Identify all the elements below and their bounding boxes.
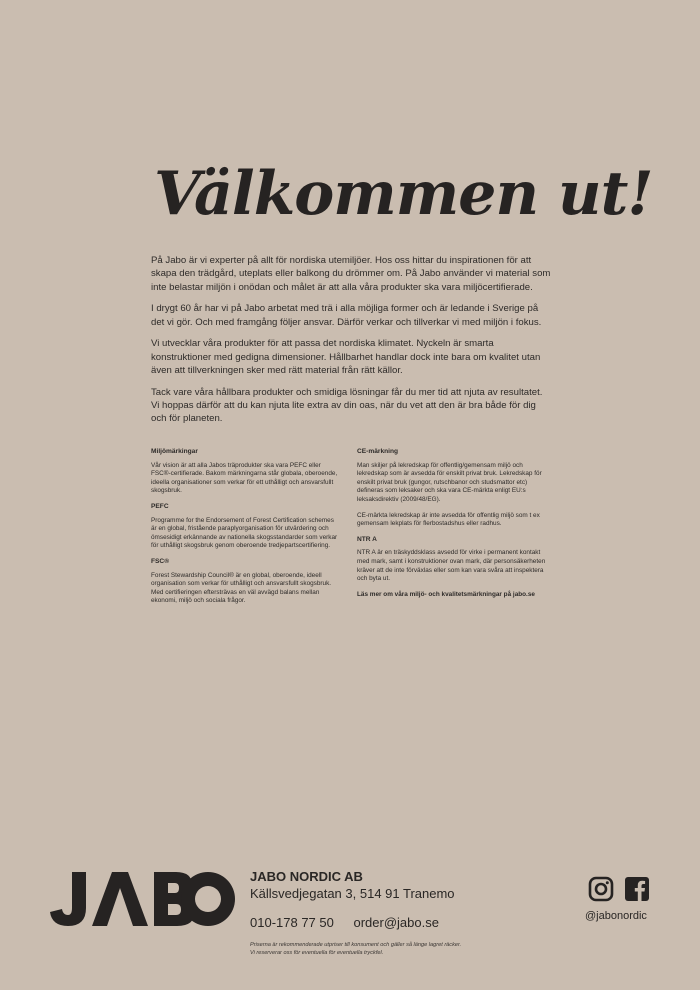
intro-paragraph: På Jabo är vi experter på allt för nordiska utemiljöer. Hos oss hittar du inspirationen för att skapa den trädgård, uteplats eller balkong du drömmer om. På Jabo använder vi material som inte belastar miljön i onödan och målet är att alla våra produkter ska vara miljöcertifierade. [151,255,551,293]
intro-text [151,254,551,434]
instagram-icon[interactable] [588,876,614,902]
paragraph-pefc: Programme for the Endorsement of Forest Certification schemes är en global, fristående paraplyorganisation för utvärdering och ömsesidigt erkännande av nationella skogsstandarder som verkar för uthålligt skogsbruk genom oberoende tredjepartscertifiering. [151,516,338,550]
phone-number[interactable]: 010-178 77 50 [250,915,334,930]
jabo-logo-mark [50,872,235,926]
heading-fsc: FSC® [151,557,170,565]
headline-text: Välkommen ut! [154,159,653,229]
heading-miljomarkningar: Miljömärkingar [151,448,198,455]
paragraph-fsc: Forest Stewardship Council® är en global, oberoende, ideell organisation som verkar för uthålligt och ansvarsfullt skogsbruk. Med certifieringen eftersträvas en väl avvägd balans mellan ekonomi, miljö och sociala frågor. [151,571,332,605]
email-address[interactable]: order@jabo.se [353,915,439,930]
company-info [250,869,510,957]
heading-ntr: NTR A [357,535,377,543]
facebook-icon[interactable] [624,876,650,902]
heading-pefc: PEFC [151,502,169,510]
social-handle[interactable]: @jabonordic [585,910,647,922]
left-column [151,448,341,613]
company-address: Källsvedjegatan 3, 514 91 Tranemo [250,886,455,901]
paragraph-vision: Vår vision är att alla Jabos träprodukter ska vara PEFC eller FSC®-certifierade. Bakom märkningarna står globala, oberoende, ideella organisationer som verkar för ett uthålligt och ansvarsfullt skogsbruk. [151,461,338,495]
paragraph-ntr: NTR A är en träskyddsklass avsedd för virke i permanent kontakt med mark, samt i konstruktioner ovan mark, där personsäkerheten kräver att de inte förväxlas eller som kan vara svåra att inspektera och byta ut. [357,549,546,583]
social-icons [588,876,665,902]
paragraph-ce-2: CE-märkta lekredskap är inte avsedda för offentlig miljö som t ex gemensam lekplats för flerbostadshus eller radhus. [357,511,540,528]
contact-row [250,915,510,931]
intro-paragraph: Vi utvecklar våra produkter för att passa det nordiska klimatet. Nyckeln är smarta konstruktioner med gedigna dimensioner. Hållbarhet handlar dock inte bara om kvalitet utan även att tillverkningen sker med rätt material från rätt källor. [151,338,541,377]
social-links [585,876,665,922]
fine-print [250,941,510,957]
headline-script [150,152,653,242]
company-name: JABO NORDIC AB [250,869,363,884]
intro-paragraph: I drygt 60 år har vi på Jabo arbetat med trä i alla möjliga former och är ledande i Sverige på det vi gör. Och med framgång följer ansvar. Därför verkar och tillverkar vi med miljön i fokus. [151,303,542,328]
jabo-logo [50,872,235,926]
right-column [357,448,547,606]
read-more-link[interactable]: Läs mer om våra miljö- och kvalitetsmärkningar på jabo.se [357,590,535,598]
paragraph-ce-1: Man skiljer på lekredskap för offentlig/gemensam miljö och lekredskap som är avsedda för enskilt privat bruk. Lekredskap för enskilt privat bruk (gungor, rutschbanor och studsmattor etc) defineras som leksaker och ska vara CE-märkta enligt EU:s leksaksdirektiv (2009/48/EG). [357,461,542,503]
intro-paragraph: Tack vare våra hållbara produkter och smidiga lösningar får du mer tid att njuta av resultatet. Vi hoppas därför att du kan njuta lite extra av din oas, när du vet att den är bra både för dig och för planeten. [151,386,543,425]
fine-print-line: Vi reserverar oss för eventuella för eventuella tryckfel. [250,950,384,956]
fine-print-line: Priserna är rekommenderade utpriser till konsument och gäller så länge lagret räcker. [250,942,462,948]
headline [150,152,653,242]
heading-ce: CE-märkning [357,448,399,455]
